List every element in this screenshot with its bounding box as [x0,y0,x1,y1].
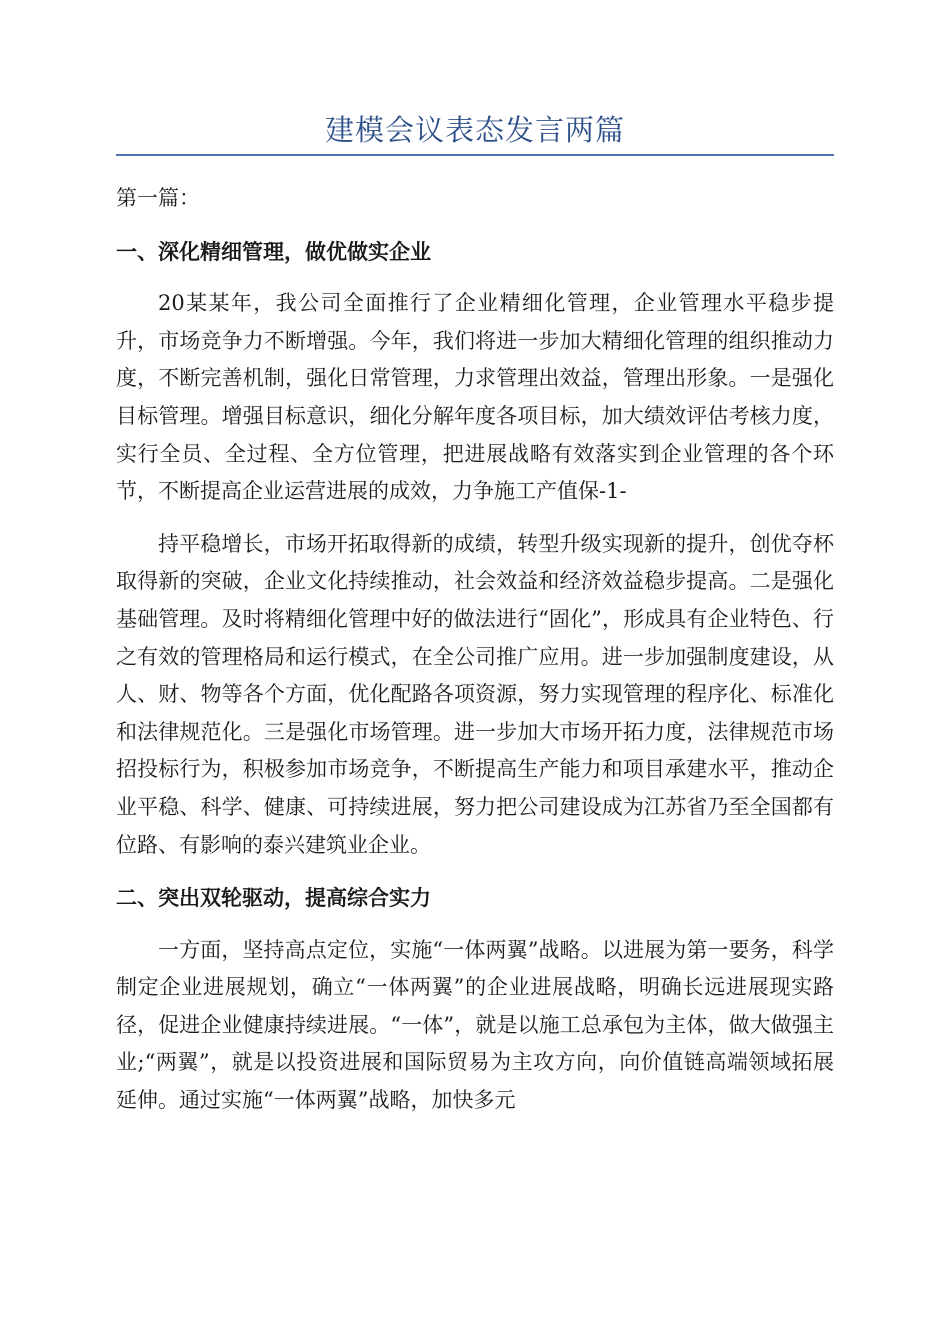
document-title: 建模会议表态发言两篇 [324,113,625,147]
title-underline [116,154,834,156]
part-label: 第一篇： [116,186,200,210]
document-body [116,180,834,1135]
paragraph: 20某某年，我公司全面推行了企业精细化管理，企业管理水平稳步提升，市场竞争力不断增强。今年，我们将进一步加大精细化管理的组织推动力度，不断完善机制，强化日常管理，力求管理出效益，管理出形象。一是强化目标管理。增强目标意识，细化分解年度各项目标，加大绩效评估考核力度，实行全员、全过程、全方位管理，把进展战略有效落实到企业管理的各个环节，不断提高企业运营进展的成效，力争施工产值保-1- [116,291,834,504]
section-heading: 二、突出双轮驱动，提高综合实力 [116,885,431,911]
paragraph: 持平稳增长，市场开拓取得新的成绩，转型升级实现新的提升，创优夺杯取得新的突破，企业文化持续推动，社会效益和经济效益稳步提高。二是强化基础管理。及时将精细化管理中好的做法进行“固化”，形成具有企业特色、行之有效的管理格局和运行模式，在全公司推广应用。进一步加强制度建设，从人、财、物等各个方面，优化配路各项资源，努力实现管理的程序化、标准化和法律规范化。三是强化市场管理。进一步加大市场开拓力度，法律规范市场招投标行为，积极参加市场竞争，不断提高生产能力和项目承建水平，推动企业平稳、科学、健康、可持续进展，努力把公司建设成为江苏省乃至全国都有位路、有影响的泰兴建筑业企业。 [116,531,834,857]
section-1 [116,233,834,865]
section-heading: 一、深化精细管理，做优做实企业 [116,238,431,264]
section-2 [116,879,834,1120]
paragraph: 一方面，坚持高点定位，实施“一体两翼”战略。以进展为第一要务，科学制定企业进展规划，确立“一体两翼”的企业进展战略，明确长远进展现实路径，促进企业健康持续进展。“一体”，就是以施工总承包为主体，做大做强主业;“两翼”，就是以投资进展和国际贸易为主攻方向，向价值链高端领域拓展延伸。通过实施“一体两翼”战略，加快多元 [116,937,834,1113]
